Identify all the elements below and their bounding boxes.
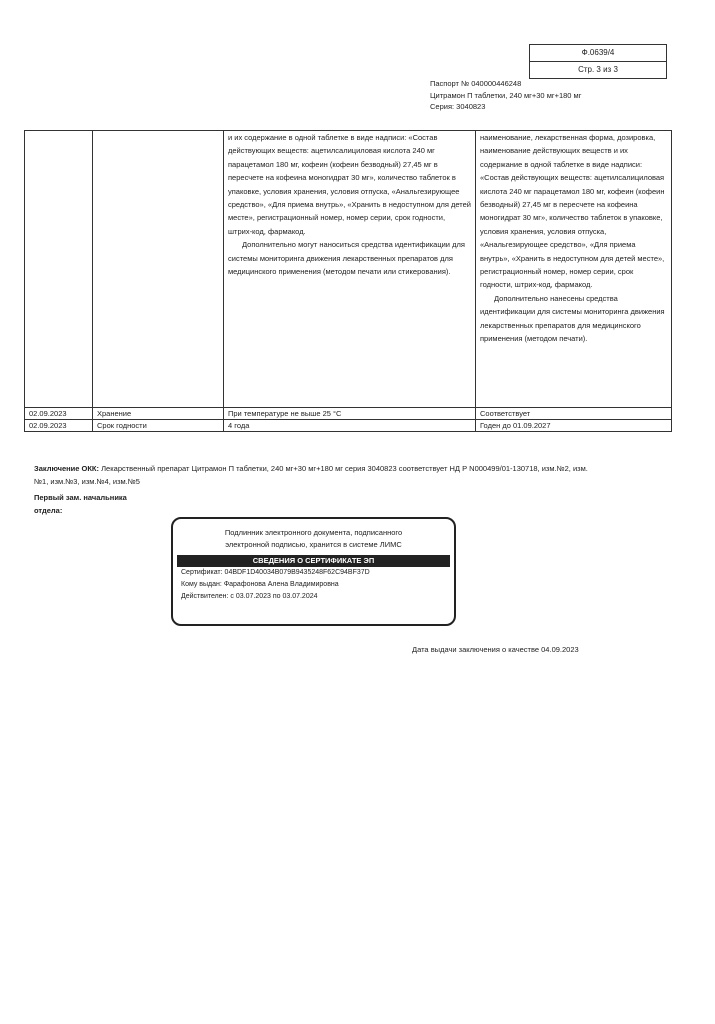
stamp-certificate: Сертификат: 04BDF1D40034B079B9435248F62C94BF37D (181, 569, 370, 576)
test-requirement: 4 года (224, 420, 476, 432)
table-row (25, 408, 672, 420)
form-code-box (529, 44, 667, 79)
table-row (25, 131, 672, 408)
issue-date: Дата выдачи заключения о качестве 04.09.2023 (412, 645, 579, 654)
test-name: Срок годности (93, 420, 224, 432)
stamp-header: Подлинник электронного документа, подписанного электронной подписью, хранится в системе ЛИМС (224, 528, 403, 549)
product-name: Цитрамон П таблетки, 240 мг+30 мг+180 мг (430, 90, 582, 100)
signer-title: Первый зам. начальника отдела: (34, 493, 127, 515)
conclusion-text: Лекарственный препарат Цитрамон П таблетки, 240 мг+30 мг+180 мг серия 3040823 соответствует НД Р N000499/01-130718, изм.№2, изм.№1, изм.№3, изм.№4, изм.№5 (34, 464, 588, 486)
table-row (25, 420, 672, 432)
stamp-validity: Действителен: с 03.07.2023 по 03.07.2024 (181, 593, 318, 600)
stamp-owner: Кому выдан: Фарафонова Алена Владимировна (181, 581, 339, 588)
passport-info (430, 78, 581, 113)
form-code: Ф.0639/4 (530, 45, 666, 62)
page-number: Стр. 3 из 3 (578, 65, 618, 74)
test-requirement: При температуре не выше 25 °С (224, 408, 476, 420)
requirement-text: и их содержание в одной таблетке в виде надписи: «Состав действующих веществ: ацетилсалициловая кислота 240 мг парацетамол 180 мг, кофеин (кофеин безводный) 27,45 мг в пересчете на кофеина моногидрат 30 мг», количество таблеток в упаковке, условия хранения, условия отпуска, «Анальгезирующее средство», «Для приема внутрь», «Хранить в недоступном для детей месте», регистрационный номер, номер серии, срок годности, штрих-код, фармакод. Дополнительно могут наноситься средства идентификации для системы мониторинга движения лекарственных препаратов для медицинского применения (методом печати или стикерования). (228, 133, 471, 277)
qc-conclusion (34, 462, 594, 488)
test-results-table (24, 130, 672, 432)
test-date: 02.09.2023 (25, 408, 93, 420)
test-name: Хранение (93, 408, 224, 420)
passport-number: Паспорт № 040000446248 (430, 79, 522, 88)
result-text: наименование, лекарственная форма, дозировка, наименование действующих веществ и их содержание в одной таблетке в виде надписи: «Состав действующих веществ: ацетилсалициловая кислота 240 мг парацетамол 180 мг, кофеин (кофеин безводный) 27,45 мг в пересчете на кофеина моногидрат 30 мг», количество таблеток в упаковке, условия хранения, условия отпуска, «Анальгезирующее средство», «Для приема внутрь», «Хранить в недоступном для детей месте», регистрационный номер, номер серии, срок годности, штрих-код, фармакод. Дополнительно нанесены средства идентификации для системы мониторинга движения лекарственных препаратов для медицинского применения (методом печати). (480, 133, 665, 344)
stamp-cert-bar: СВЕДЕНИЯ О СЕРТИФИКАТЕ ЭП (177, 555, 450, 567)
test-result: Годен до 01.09.2027 (476, 420, 672, 432)
e-signature-stamp (171, 517, 456, 626)
series-number: Серия: 3040823 (430, 102, 486, 111)
test-result: Соответствует (476, 408, 672, 420)
test-date: 02.09.2023 (25, 420, 93, 432)
conclusion-label: Заключение ОКК: (34, 464, 100, 473)
